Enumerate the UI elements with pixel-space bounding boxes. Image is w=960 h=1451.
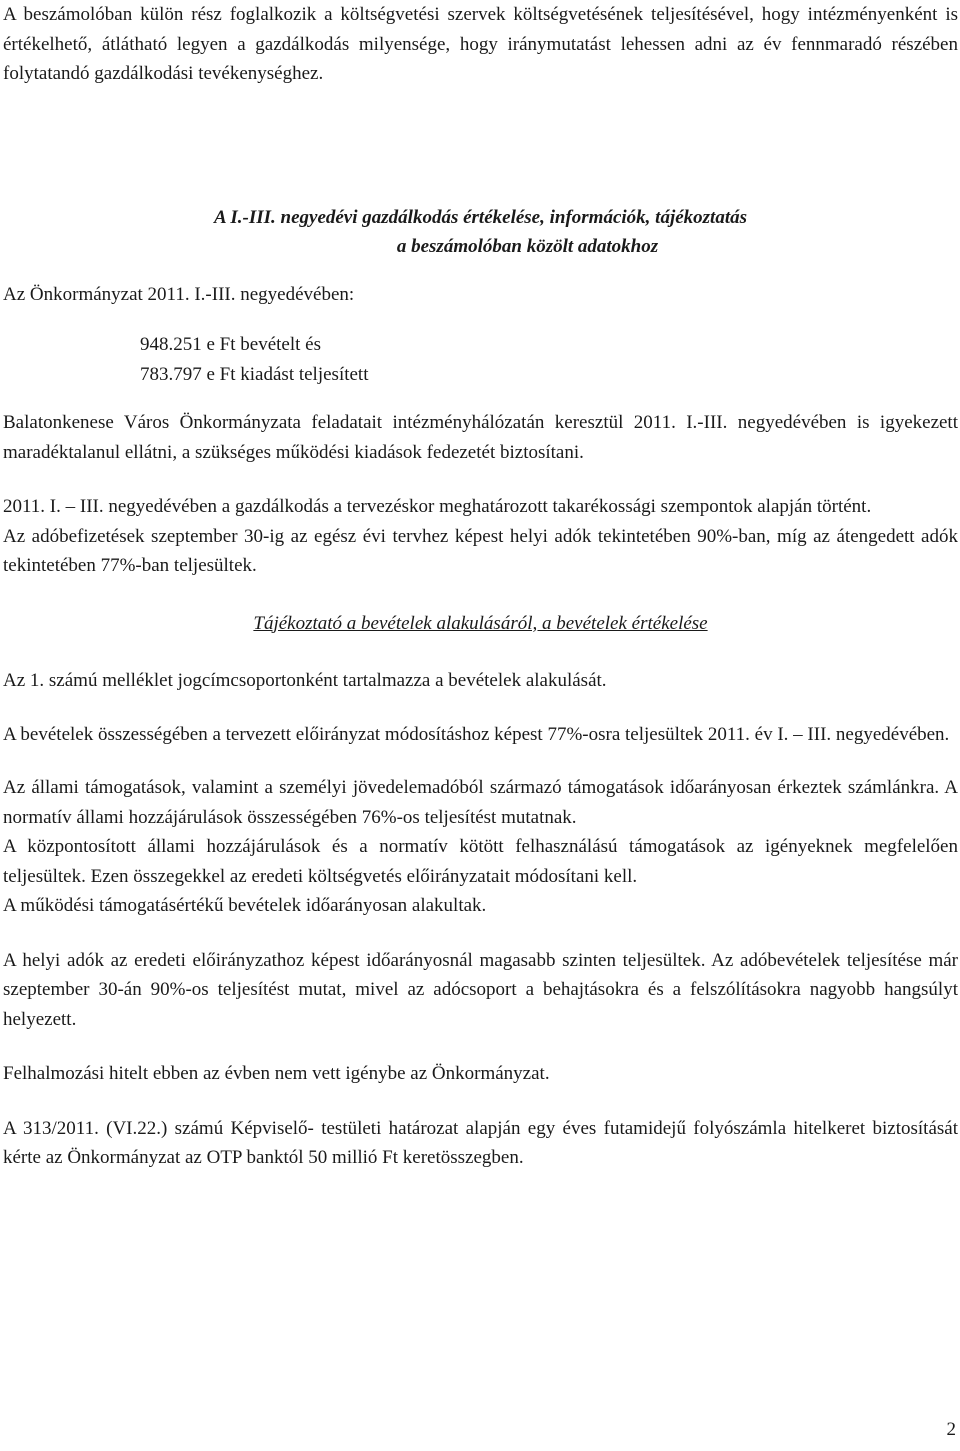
helyi-adok-paragraph: A helyi adók az eredeti előirányzathoz képest időarányosnál magasabb szinten teljesültek. Az adóbevételek teljesítése már szeptember 30-án 90%-os teljesítést mutat, mivel az adócsoport a behajtásokra és a felszólításokra nagyobb hangsúlyt helyezett. [3,949,958,1030]
hatarozat-paragraph: A 313/2011. (VI.22.) számú Képviselő- testületi határozat alapján egy éves futamidejű folyószámla hitelkeret biztosítását kérte az Önkormányzat az OTP banktól 50 millió Ft keretösszegben. [3,1117,958,1168]
section-heading-line2: a beszámolóban közölt adatokhoz [396,236,659,257]
allami-paragraph: Az állami támogatások, valamint a személyi jövedelemadóból származó támogatások időarányosan érkeztek számlánkra. A normatív állami hozzájárulások összességében 76%-os teljesítést mutatnak. [3,777,958,828]
balatonkenese-paragraph: Balatonkenese Város Önkormányzata feladatait intézményhálózatán keresztül 2011. I.-III. negyedévében is igyekezett maradéktalanul ellátni, a szükséges működési kiadások fedezetét biztosítani. [3,412,958,463]
takarekossag-paragraph: 2011. I. – III. negyedévében a gazdálkodás a tervezéskor meghatározott takarékossági szempontok alapján történt. [3,496,872,517]
adobefizetesek-paragraph: Az adóbefizetések szeptember 30-ig az egész évi tervhez képest helyi adók tekintetében 90%-ban, míg az átengedett adók tekintetében 77%-ban teljesültek. [3,525,958,576]
document-page [3,0,958,1173]
onkormanyzat-line: Az Önkormányzat 2011. I.-III. negyedévében: [3,283,355,305]
page-number: 2 [946,1419,956,1440]
kozpontositott-paragraph: A központosított állami hozzájárulások és a normatív kötött felhasználású támogatások az igényeknek megfelelően teljesültek. Ezen összegekkel az eredeti költségvetés előirányzatait módosítani kell. [3,836,958,887]
expense-figure: 783.797 e Ft kiadást teljesített [140,363,369,385]
section-heading [3,203,958,262]
intro-paragraph: A beszámolóban külön rész foglalkozik a költségvetési szervek költségvetésének teljesítésével, hogy intézményenként is értékelhető, átlátható legyen a gazdálkodás milyensége, hogy iránymutatást lehessen adni az év fennmaradó részében folytatandó gazdálkodási tevékenységhez. [3,4,958,84]
melleklet-paragraph: Az 1. számú melléklet jogcímcsoportonként tartalmazza a bevételek alakulását. [3,670,607,691]
section-heading-line1: A I.-III. negyedévi gazdálkodás értékelése, információk, tájékoztatás [213,206,747,228]
revenue-subheading: Tájékoztató a bevételek alakulásáról, a bevételek értékelése [253,612,708,634]
mukodesi-paragraph: A működési támogatásértékű bevételek időarányosan alakultak. [3,895,487,916]
revenue-figure: 948.251 e Ft bevételt és [140,334,321,355]
osszessegeben-paragraph: A bevételek összességében a tervezett előirányzat módosításhoz képest 77%-osra teljesültek 2011. év I. – III. negyedévében. [3,723,950,745]
felhalmozasi-paragraph: Felhalmozási hitelt ebben az évben nem vett igénybe az Önkormányzat. [3,1063,550,1084]
